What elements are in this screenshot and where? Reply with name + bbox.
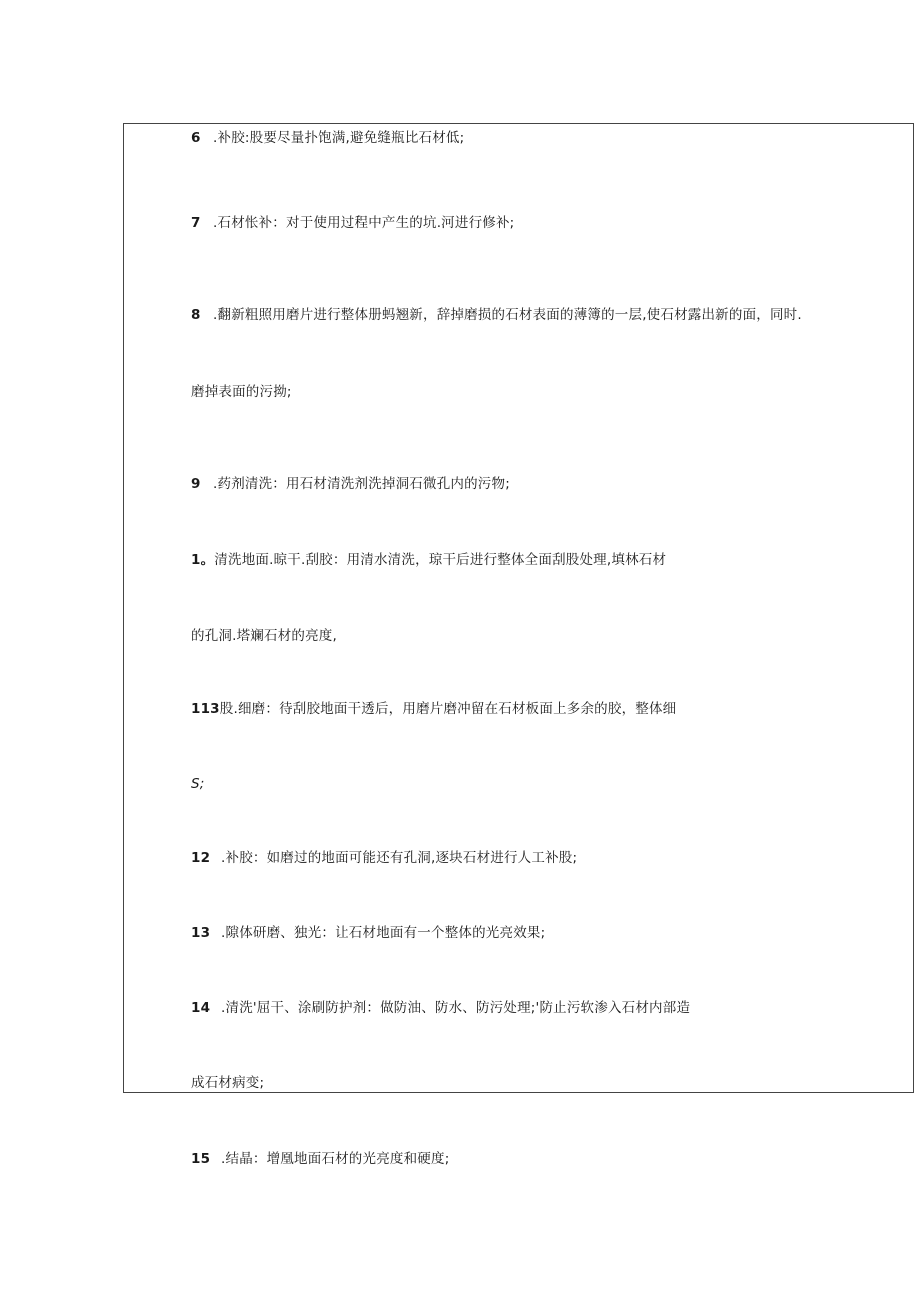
item-number: 12: [191, 850, 211, 866]
list-item-7: [191, 214, 514, 232]
item-number: 14: [191, 1000, 211, 1016]
item-text: .翻新粗照用磨片进行整体册蚂翘新，辞掉磨损的石材表面的薄簿的一层,使石材露出新的面，同时.: [213, 307, 802, 323]
list-item-10-continued: [191, 627, 337, 645]
list-item-11-continued: [191, 775, 205, 793]
list-item-13: [191, 924, 545, 942]
item-text: 磨掉表面的污拗;: [191, 384, 292, 400]
item-text: 的孔洞.塔斓石材的亮度,: [191, 628, 337, 644]
item-text: 清洗地面.晾干.刮胶：用清水清洗，琼干后进行整体全面刮股处理,填林石材: [214, 552, 667, 568]
list-item-6: [191, 129, 464, 147]
item-text: .药剂清洗：用石材清洗剂洗掉洞石微孔内的污物;: [213, 476, 510, 492]
item-text: .清洗'屈干、涂刷防护剂：做防油、防水、防污处理;'防止污软渗入石材内部造: [221, 1000, 691, 1016]
item-number: 8: [191, 307, 201, 323]
list-item-12: [191, 849, 577, 867]
item-number: 7: [191, 215, 201, 231]
item-number: 15: [191, 1151, 211, 1167]
item-number: 6: [191, 130, 201, 146]
list-item-9: [191, 475, 510, 493]
item-number: 113: [191, 701, 220, 717]
item-text: .隙体研磨、独光：让石材地面有一个整体的光亮效果;: [221, 925, 546, 941]
item-text: .补胶：如磨过的地面可能还有孔洞,逐块石材进行人工补股;: [221, 850, 578, 866]
list-item-8: [191, 306, 802, 324]
list-item-15: [191, 1150, 449, 1168]
list-item-14-continued: [191, 1074, 264, 1092]
item-text: .石材怅补：对于使用过程中产生的坑.河进行修补;: [213, 215, 515, 231]
item-number: 1。: [191, 552, 215, 568]
list-item-11: [191, 700, 676, 718]
page-border-frame: [123, 123, 914, 1093]
list-item-8-continued: [191, 383, 292, 401]
item-number: 13: [191, 925, 211, 941]
list-item-10: [191, 551, 666, 569]
item-text: .补胶:股要尽量扑饱满,避免缝瓶比石材低;: [213, 130, 465, 146]
item-text: .结晶：增凰地面石材的光亮度和硬度;: [221, 1151, 450, 1167]
list-item-14: [191, 999, 690, 1017]
item-text: S;: [191, 776, 205, 792]
item-text: 成石材病变;: [191, 1075, 265, 1091]
item-number: 9: [191, 476, 201, 492]
item-text: 股.细磨：待刮胶地面干透后，用磨片磨冲留在石材板面上多余的胶，整体细: [219, 701, 677, 717]
